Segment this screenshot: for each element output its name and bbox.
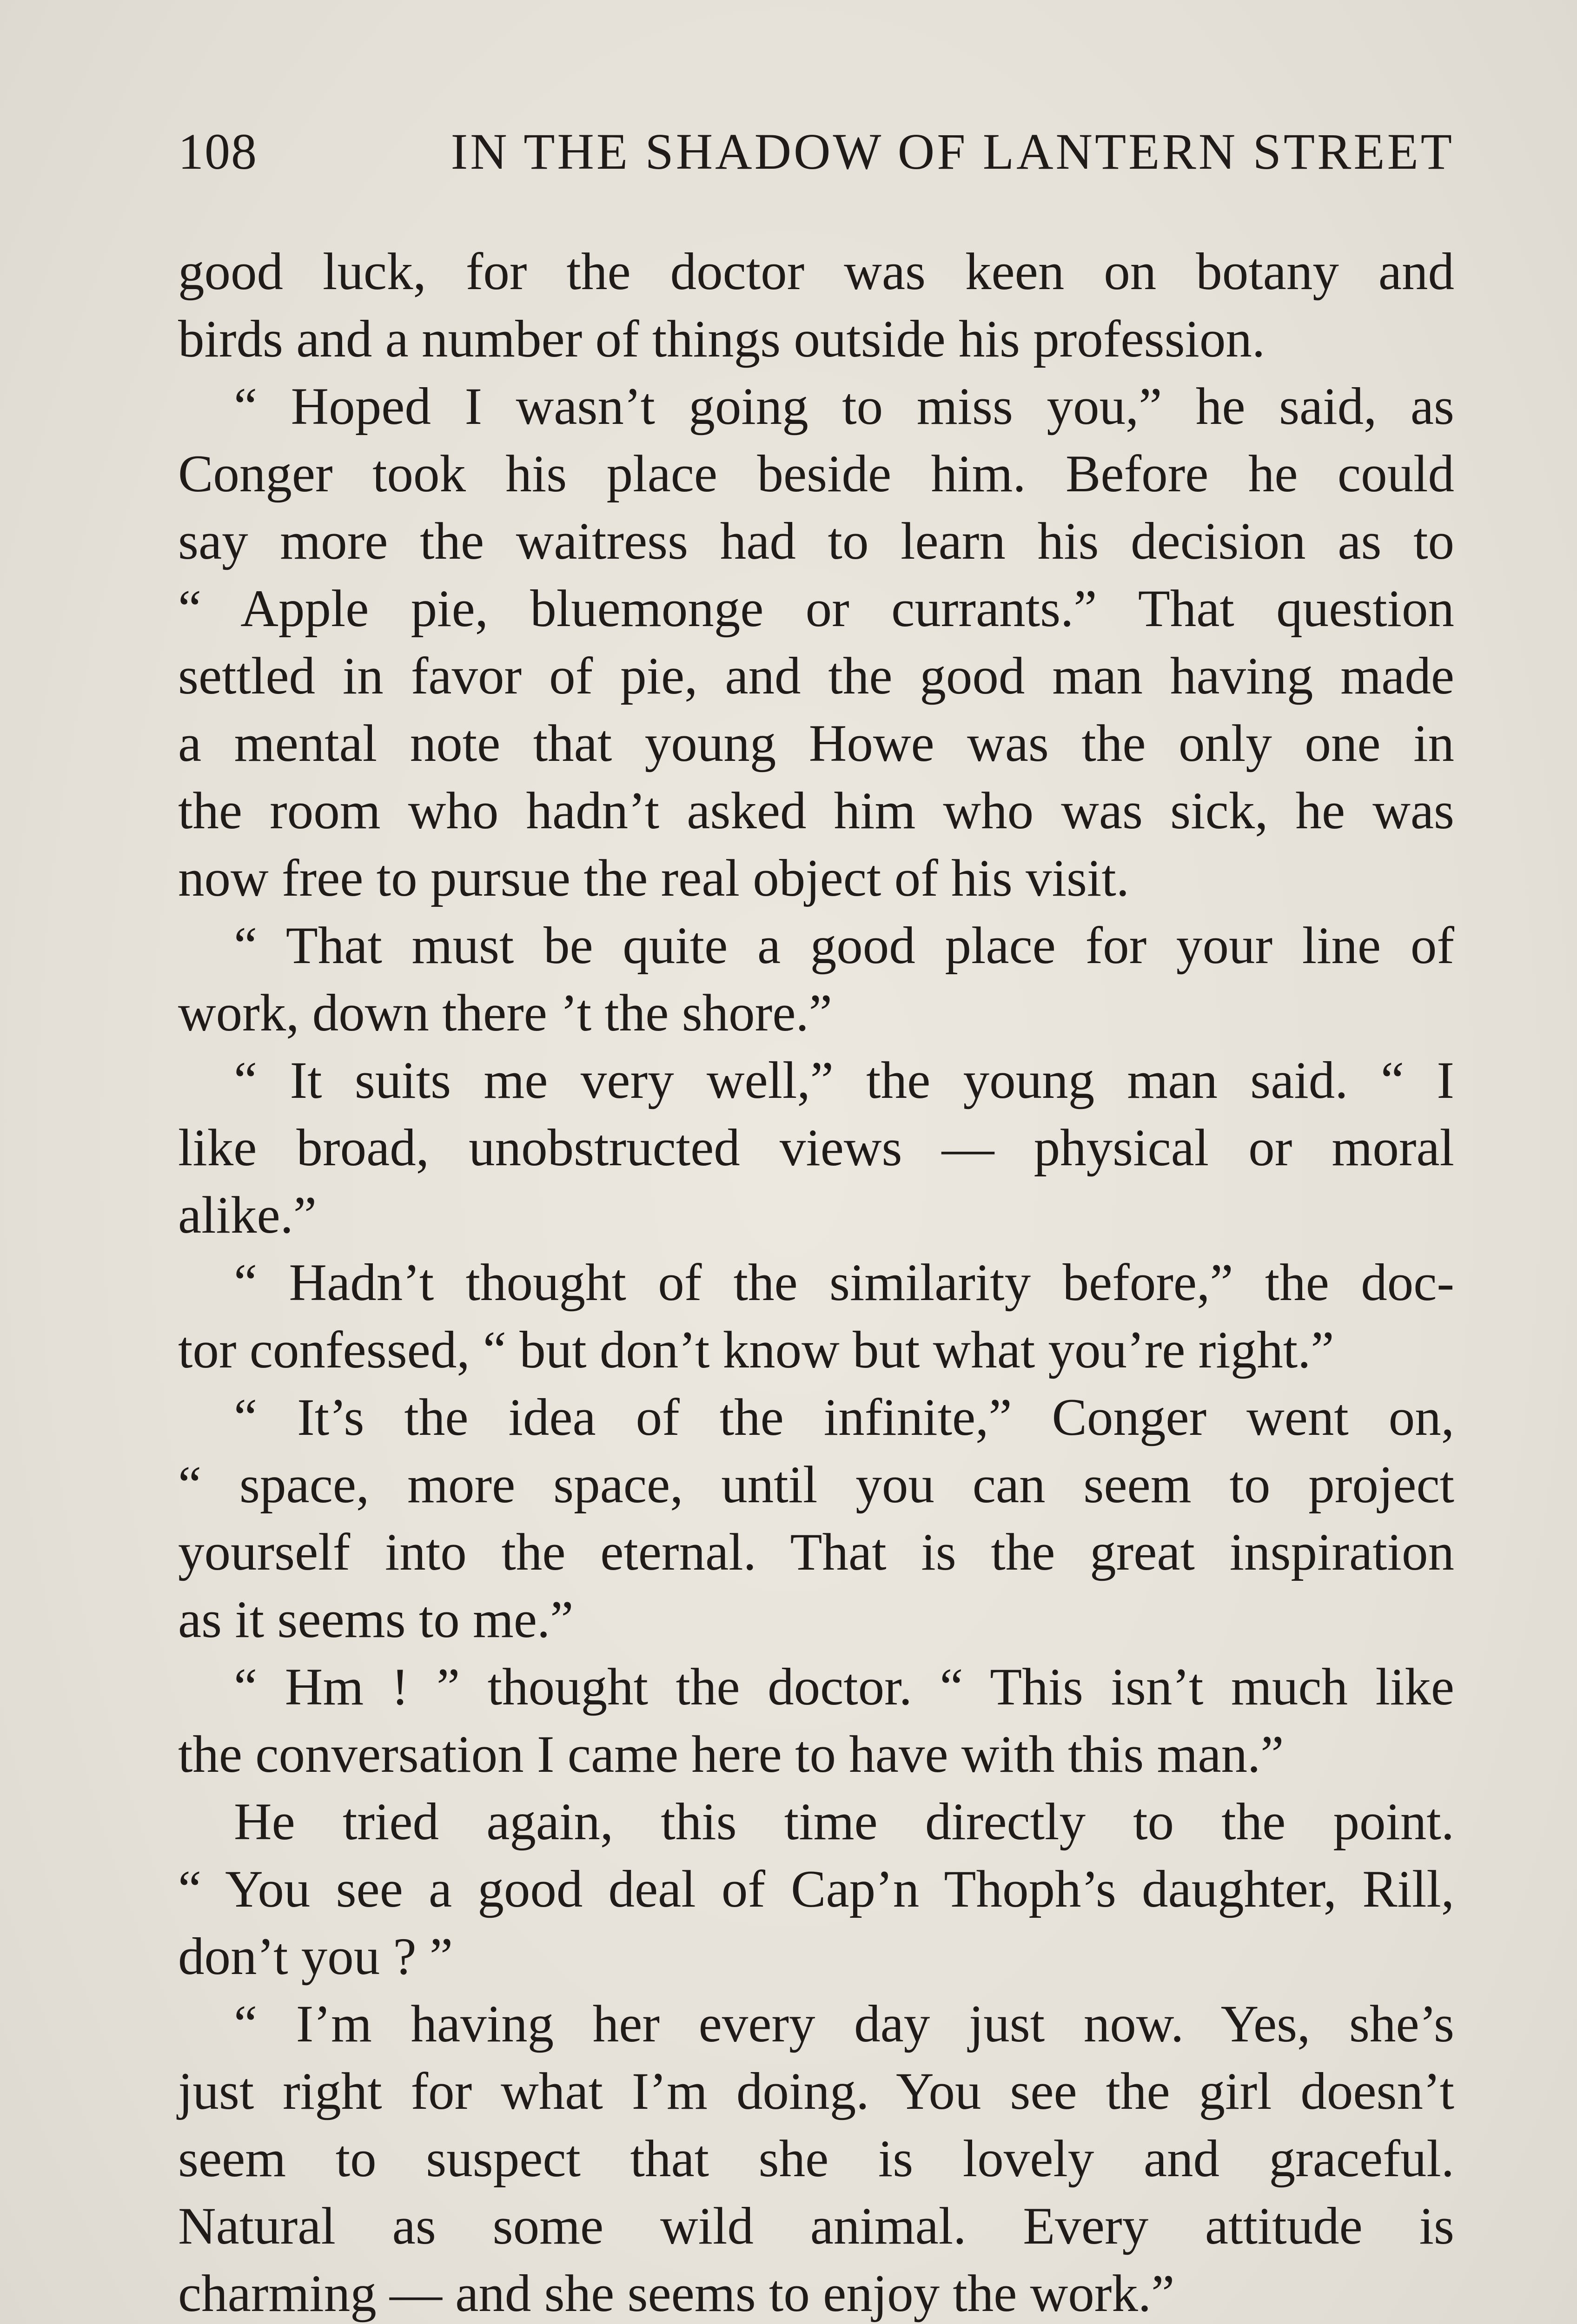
page-number: 108: [178, 123, 258, 180]
body-text: [178, 238, 1454, 2324]
text-line: tor confessed, “ but don’t know but what you’re right.”: [178, 1321, 1334, 1379]
text-line: a mental note that young Howe was the only one in: [178, 714, 1454, 772]
text-line: charming — and she seems to enjoy the work.”: [178, 2265, 1175, 2323]
text-line: as it seems to me.”: [178, 1591, 574, 1649]
text-line: “ Apple pie, bluemonge or currants.” That question: [178, 580, 1454, 638]
text-line: the room who hadn’t asked him who was sick, he was: [178, 782, 1454, 840]
text-line: “ It suits me very well,” the young man said. “ I: [234, 1051, 1454, 1109]
text-line: work, down there ’t the shore.”: [178, 984, 832, 1042]
running-head: [178, 122, 1454, 181]
text-line: “ space, more space, until you can seem to project: [178, 1456, 1454, 1514]
text-line: seem to suspect that she is lovely and graceful.: [178, 2130, 1454, 2188]
text-line: Natural as some wild animal. Every attitude is: [178, 2197, 1454, 2255]
text-line: “ That must be quite a good place for your line of: [234, 917, 1454, 975]
text-line: “ I’m having her every day just now. Yes, she’s: [234, 1995, 1454, 2053]
text-line: “ You see a good deal of Cap’n Thoph’s daughter, Rill,: [178, 1860, 1454, 1918]
text-line: just right for what I’m doing. You see the girl doesn’t: [178, 2062, 1454, 2120]
text-line: alike.”: [178, 1186, 317, 1244]
text-line: birds and a number of things outside his profession.: [178, 310, 1266, 368]
text-line: Conger took his place beside him. Before he could: [178, 445, 1454, 503]
running-title: IN THE SHADOW OF LANTERN STREET: [451, 123, 1454, 180]
text-line: yourself into the eternal. That is the great inspiration: [178, 1523, 1454, 1581]
text-line: “ Hadn’t thought of the similarity before,” the doc-: [234, 1254, 1454, 1312]
text-line: settled in favor of pie, and the good man having made: [178, 647, 1454, 705]
text-line: “ It’s the idea of the infinite,” Conger went on,: [234, 1388, 1454, 1446]
text-line: good luck, for the doctor was keen on botany and: [178, 243, 1454, 301]
text-line: “ Hoped I wasn’t going to miss you,” he said, as: [234, 377, 1454, 436]
text-line: the conversation I came here to have with this man.”: [178, 1725, 1284, 1783]
text-line: like broad, unobstructed views — physical or moral: [178, 1119, 1454, 1177]
text-line: He tried again, this time directly to the point.: [234, 1793, 1454, 1851]
text-line: don’t you ? ”: [178, 1928, 453, 1986]
text-line: “ Hm ! ” thought the doctor. “ This isn’t much like: [234, 1658, 1454, 1716]
text-line: now free to pursue the real object of his visit.: [178, 849, 1129, 907]
text-line: say more the waitress had to learn his decision as to: [178, 512, 1454, 570]
